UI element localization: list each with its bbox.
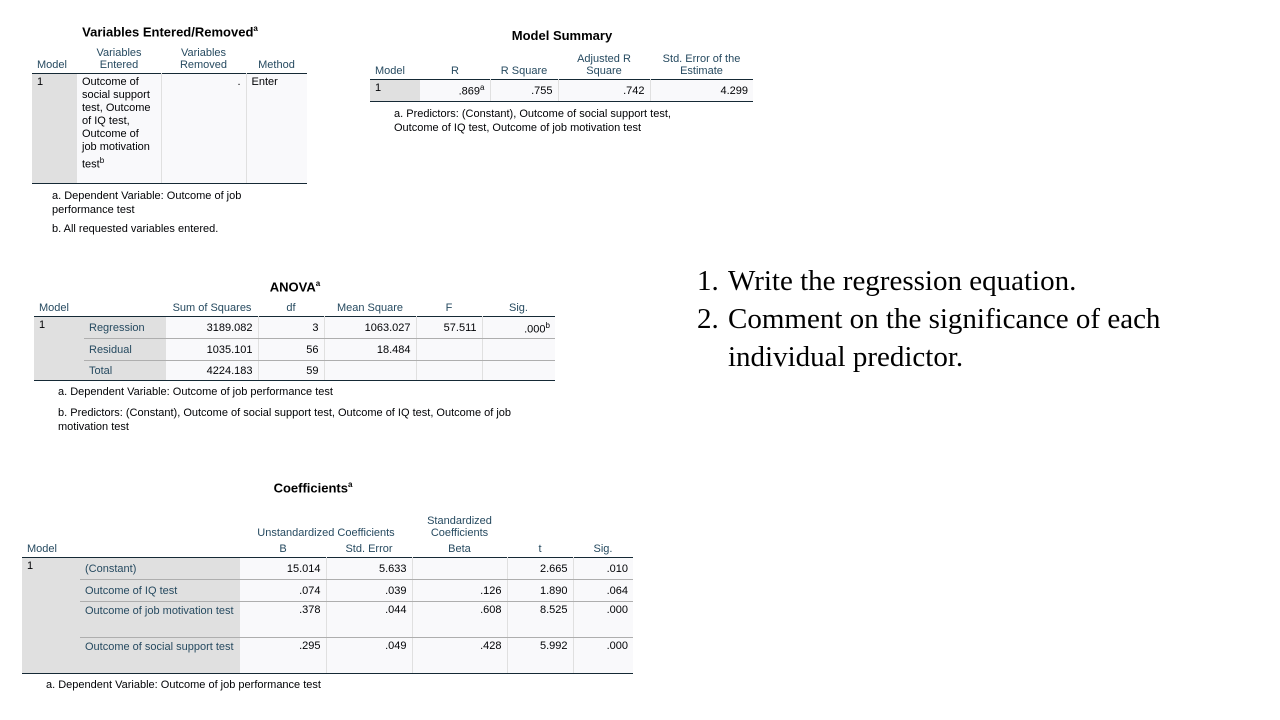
coefficients-footnote: a. Dependent Variable: Outcome of job performance test — [46, 679, 321, 692]
header-blank — [573, 501, 633, 541]
header-blank — [507, 501, 573, 541]
model-cell: 1 — [32, 74, 77, 184]
row-label: Outcome of IQ test — [80, 580, 240, 602]
table-row — [34, 317, 555, 339]
b-cell: .074 — [240, 580, 326, 602]
t-cell: 8.525 — [507, 602, 573, 638]
header-adjusted-r-square: Adjusted R Square — [577, 53, 631, 77]
footnote-b: b. All requested variables entered. — [52, 223, 219, 236]
ms-cell: 1063.027 — [324, 317, 416, 339]
header-std-error: Std. Error — [345, 543, 393, 556]
model-summary-table-block — [370, 28, 754, 135]
df-cell: 56 — [258, 339, 324, 361]
footnote-b: b. Predictors: (Constant), Outcome of social support test, Outcome of IQ test, Outcome of job motivation test — [58, 407, 512, 434]
header-blank — [80, 541, 240, 558]
se-cell: 5.633 — [326, 558, 412, 580]
header-beta: Beta — [448, 543, 471, 556]
sig-cell: .000 — [573, 638, 633, 674]
header-variables-entered: Variables Entered — [96, 47, 142, 72]
t-cell: 2.665 — [507, 558, 573, 580]
model-cell: 1 — [34, 317, 84, 381]
row-label: Outcome of job motivation test — [80, 602, 240, 638]
header-sig: Sig. — [593, 543, 613, 556]
model-summary-title: Model Summary — [511, 28, 613, 43]
header-r-square: R Square — [500, 65, 548, 77]
sig-cell: .064 — [573, 580, 633, 602]
b-cell: 15.014 — [240, 558, 326, 580]
model-cell: 1 — [22, 558, 80, 674]
ss-cell: 3189.082 — [166, 317, 258, 339]
se-cell: .044 — [326, 602, 412, 638]
question-number: 1. — [697, 265, 719, 297]
header-model: Model — [37, 59, 67, 72]
anova-footnotes — [34, 385, 538, 434]
model-cell: 1 — [370, 80, 420, 102]
header-variables-removed: Variables Removed — [179, 47, 228, 72]
variables-entered-cell: Outcome of social support test, Outcome of IQ test, Outcome of job motivation test$^b$ — [77, 74, 161, 184]
header-blank — [84, 300, 166, 317]
ms-cell — [324, 361, 416, 381]
footnote-a: a. Dependent Variable: Outcome of job performance test — [58, 386, 333, 399]
sig-cell: .000 — [573, 602, 633, 638]
row-label: (Constant) — [80, 558, 240, 580]
coefficients-title: Coefficients$^a$ — [273, 480, 353, 496]
header-std-error: Std. Error of the Estimate — [662, 53, 741, 77]
anova-table — [34, 300, 555, 381]
header-sum-of-squares: Sum of Squares — [172, 302, 252, 315]
adj-r-square-cell: .742 — [558, 80, 650, 102]
anova-title: ANOVA$^a$ — [269, 279, 321, 295]
r-square-cell: .755 — [490, 80, 558, 102]
f-cell — [416, 339, 482, 361]
header-blank — [22, 501, 80, 541]
variables-entered-table-block — [32, 24, 308, 236]
table-row — [22, 580, 633, 602]
row-label: Regression — [84, 317, 166, 339]
footnote-a: a. Dependent Variable: Outcome of job performance test — [52, 190, 242, 217]
question-text: Write the regression equation. — [728, 265, 1077, 297]
row-label: Total — [84, 361, 166, 381]
t-cell: 1.890 — [507, 580, 573, 602]
variables-entered-table — [32, 45, 307, 184]
table-row — [22, 602, 633, 638]
header-model: Model — [375, 65, 405, 77]
sig-cell — [482, 361, 555, 381]
header-method: Method — [258, 59, 295, 72]
model-summary-table — [370, 51, 753, 102]
table-row — [34, 339, 555, 361]
ss-cell: 1035.101 — [166, 339, 258, 361]
model-summary-footnote: a. Predictors: (Constant), Outcome of social support test, Outcome of IQ test, Outcome of job motivation test — [394, 108, 671, 134]
header-unstandardized: Unstandardized Coefficients — [257, 527, 395, 540]
table-row — [22, 638, 633, 674]
beta-cell: .126 — [412, 580, 507, 602]
method-cell: Enter — [246, 74, 307, 184]
question-item — [697, 300, 1257, 376]
header-f: F — [445, 302, 453, 315]
question-item — [697, 262, 1257, 300]
header-r: R — [451, 65, 459, 77]
question-text: Comment on the significance of each individual predictor. — [728, 303, 1161, 373]
header-sig: Sig. — [509, 302, 528, 315]
header-blank — [80, 501, 240, 541]
se-cell: .049 — [326, 638, 412, 674]
header-b: B — [279, 543, 287, 556]
coefficients-table-block — [22, 480, 634, 692]
f-cell — [416, 361, 482, 381]
header-model: Model — [27, 543, 57, 556]
question-number: 2. — [697, 303, 719, 335]
row-label: Residual — [84, 339, 166, 361]
f-cell: 57.511 — [416, 317, 482, 339]
beta-cell: .608 — [412, 602, 507, 638]
header-standardized: Standardized Coefficients — [427, 515, 492, 540]
b-cell: .295 — [240, 638, 326, 674]
df-cell: 3 — [258, 317, 324, 339]
table-row — [22, 558, 633, 580]
sig-cell — [482, 339, 555, 361]
se-cell: .039 — [326, 580, 412, 602]
header-model: Model — [39, 302, 69, 315]
std-error-cell: 4.299 — [650, 80, 753, 102]
df-cell: 59 — [258, 361, 324, 381]
coefficients-table — [22, 501, 633, 674]
variables-footnotes — [32, 189, 308, 236]
t-cell: 5.992 — [507, 638, 573, 674]
questions-list — [697, 262, 1257, 376]
r-cell: .869$^a$ — [420, 80, 490, 102]
variables-entered-title: Variables Entered/Removed$^a$ — [82, 24, 258, 40]
beta-cell: .428 — [412, 638, 507, 674]
header-t: t — [538, 543, 542, 556]
header-mean-square: Mean Square — [336, 302, 404, 315]
b-cell: .378 — [240, 602, 326, 638]
table-row — [34, 361, 555, 381]
sig-cell: .010 — [573, 558, 633, 580]
ss-cell: 4224.183 — [166, 361, 258, 381]
ms-cell: 18.484 — [324, 339, 416, 361]
anova-table-block — [34, 279, 556, 434]
sig-cell: .000$^b$ — [482, 317, 555, 339]
header-df: df — [286, 302, 296, 315]
variables-removed-cell: . — [161, 74, 246, 184]
row-label: Outcome of social support test — [80, 638, 240, 674]
beta-cell — [412, 558, 507, 580]
